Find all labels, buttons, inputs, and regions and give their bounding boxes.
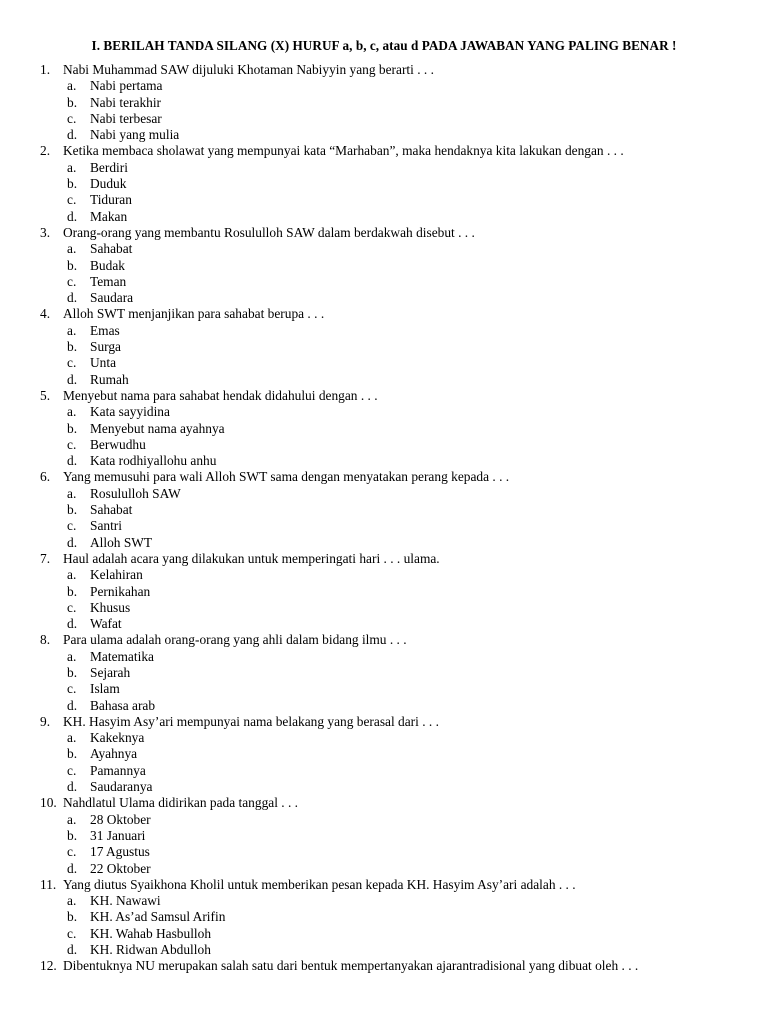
option-letter: a.	[67, 485, 77, 501]
option-letter: d.	[67, 616, 78, 632]
option-letter: d.	[67, 697, 78, 713]
option-letter: b.	[67, 502, 78, 518]
option-text: Berwudhu	[90, 436, 146, 452]
question-line	[0, 632, 768, 648]
question-text: Orang-orang yang membantu Rosululloh SAW dalam berdakwah disebut . . .	[63, 224, 475, 240]
answer-option	[0, 95, 768, 111]
answer-option	[0, 926, 768, 942]
option-text: Nabi pertama	[90, 78, 163, 94]
answer-option	[0, 241, 768, 257]
option-letter: c.	[67, 681, 77, 697]
option-text: Kata sayyidina	[90, 404, 170, 420]
question-line	[0, 551, 768, 567]
option-letter: c.	[67, 192, 77, 208]
option-letter: b.	[67, 94, 78, 110]
option-letter: b.	[67, 257, 78, 273]
option-text: Nabi yang mulia	[90, 127, 180, 143]
answer-option	[0, 274, 768, 290]
question-line	[0, 469, 768, 485]
answer-option	[0, 258, 768, 274]
option-letter: b.	[67, 827, 78, 843]
option-text: Nabi terakhir	[90, 94, 162, 110]
option-letter: b.	[67, 420, 78, 436]
option-text: Saudaranya	[90, 779, 153, 795]
answer-option	[0, 828, 768, 844]
option-text: Alloh SWT	[90, 534, 153, 550]
option-letter: d.	[67, 290, 78, 306]
answer-option	[0, 518, 768, 534]
option-text: Sejarah	[90, 664, 131, 680]
option-letter: d.	[67, 208, 78, 224]
option-letter: c.	[67, 844, 77, 860]
option-text: KH. As’ad Samsul Arifin	[90, 909, 226, 925]
answer-option	[0, 209, 768, 225]
option-letter: b.	[67, 583, 78, 599]
option-text: Santri	[90, 518, 122, 534]
question-number: 5.	[40, 387, 51, 403]
option-letter: c.	[67, 110, 77, 126]
answer-option	[0, 567, 768, 583]
option-text: Unta	[90, 355, 117, 371]
option-text: Kata rodhiyallohu anhu	[90, 453, 217, 469]
option-letter: a.	[67, 730, 77, 746]
question-line	[0, 958, 768, 974]
question-text: Nahdlatul Ulama didirikan pada tanggal . . .	[63, 795, 299, 811]
question-number: 10.	[40, 795, 57, 811]
option-letter: b.	[67, 176, 78, 192]
answer-option	[0, 535, 768, 551]
answer-option	[0, 176, 768, 192]
answer-option	[0, 616, 768, 632]
answer-option	[0, 600, 768, 616]
option-letter: b.	[67, 664, 78, 680]
option-letter: c.	[67, 599, 77, 615]
answer-option	[0, 649, 768, 665]
option-text: Berdiri	[90, 159, 128, 175]
option-letter: a.	[67, 811, 77, 827]
question-text: Yang diutus Syaikhona Kholil untuk memberikan pesan kepada KH. Hasyim Asy’ari adalah . . .	[63, 876, 576, 892]
option-text: KH. Wahab Hasbulloh	[90, 925, 212, 941]
answer-option	[0, 404, 768, 420]
question-line	[0, 877, 768, 893]
question-number: 1.	[40, 62, 51, 77]
answer-option	[0, 192, 768, 208]
option-letter: c.	[67, 273, 77, 289]
question-number: 12.	[40, 958, 57, 974]
answer-option	[0, 942, 768, 958]
answer-option	[0, 339, 768, 355]
question-number: 3.	[40, 224, 51, 240]
option-letter: d.	[67, 371, 78, 387]
question-number: 2.	[40, 143, 51, 159]
option-letter: c.	[67, 518, 77, 534]
option-text: Nabi terbesar	[90, 110, 162, 126]
option-text: Pernikahan	[90, 583, 151, 599]
answer-option	[0, 323, 768, 339]
question-list	[0, 62, 768, 975]
option-text: Sahabat	[90, 241, 133, 257]
option-letter: d.	[67, 127, 78, 143]
answer-option	[0, 372, 768, 388]
option-text: Khusus	[90, 599, 131, 615]
option-letter: a.	[67, 893, 77, 909]
option-text: Makan	[90, 208, 128, 224]
answer-option	[0, 486, 768, 502]
answer-option	[0, 665, 768, 681]
question-item	[0, 388, 768, 469]
option-text: Budak	[90, 257, 125, 273]
option-letter: b.	[67, 746, 78, 762]
question-line	[0, 143, 768, 159]
answer-option	[0, 290, 768, 306]
instruction-heading: I. BERILAH TANDA SILANG (X) HURUF a, b, c, atau d PADA JAWABAN YANG PALING BENAR !	[91, 38, 677, 53]
answer-option	[0, 681, 768, 697]
question-item	[0, 551, 768, 632]
question-item	[0, 143, 768, 224]
option-text: Islam	[90, 681, 120, 697]
option-letter: d.	[67, 942, 78, 958]
answer-option	[0, 861, 768, 877]
option-letter: a.	[67, 648, 77, 664]
question-item	[0, 877, 768, 958]
option-text: Kakeknya	[90, 730, 145, 746]
option-letter: c.	[67, 355, 77, 371]
question-item	[0, 225, 768, 306]
question-line	[0, 795, 768, 811]
option-letter: b.	[67, 339, 78, 355]
answer-option	[0, 763, 768, 779]
question-number: 7.	[40, 550, 51, 566]
option-letter: a.	[67, 159, 77, 175]
option-letter: c.	[67, 762, 77, 778]
answer-option	[0, 584, 768, 600]
question-text: Alloh SWT menjanjikan para sahabat berupa . . .	[63, 306, 325, 322]
question-line	[0, 225, 768, 241]
answer-option	[0, 421, 768, 437]
option-letter: a.	[67, 322, 77, 338]
question-line	[0, 714, 768, 730]
answer-option	[0, 437, 768, 453]
option-text: Kelahiran	[90, 567, 143, 583]
option-text: Pamannya	[90, 762, 146, 778]
option-text: 31 Januari	[90, 827, 146, 843]
answer-option	[0, 909, 768, 925]
option-text: Rumah	[90, 371, 129, 387]
option-text: 22 Oktober	[90, 860, 151, 876]
option-letter: d.	[67, 534, 78, 550]
question-text: Ketika membaca sholawat yang mempunyai kata “Marhaban”, maka hendaknya kita lakukan dengan . . .	[63, 143, 624, 159]
answer-option	[0, 730, 768, 746]
question-number: 6.	[40, 469, 51, 485]
option-letter: a.	[67, 404, 77, 420]
question-text: Haul adalah acara yang dilakukan untuk memperingati hari . . . ulama.	[63, 550, 440, 566]
answer-option	[0, 502, 768, 518]
answer-option	[0, 698, 768, 714]
option-letter: d.	[67, 860, 78, 876]
question-line	[0, 62, 768, 78]
answer-option	[0, 453, 768, 469]
option-text: Wafat	[90, 616, 122, 632]
question-text: Para ulama adalah orang-orang yang ahli dalam bidang ilmu . . .	[63, 632, 407, 648]
question-line	[0, 306, 768, 322]
answer-option	[0, 78, 768, 94]
option-text: Duduk	[90, 176, 127, 192]
option-letter: c.	[67, 925, 77, 941]
option-text: Emas	[90, 322, 120, 338]
option-text: Menyebut nama ayahnya	[90, 420, 225, 436]
question-text: Menyebut nama para sahabat hendak didahului dengan . . .	[63, 387, 378, 403]
question-item	[0, 632, 768, 713]
answer-option	[0, 746, 768, 762]
answer-option	[0, 111, 768, 127]
option-letter: d.	[67, 779, 78, 795]
question-item	[0, 958, 768, 974]
option-text: Sahabat	[90, 502, 133, 518]
question-text: Dibentuknya NU merupakan salah satu dari bentuk mempertanyakan ajarantradisional yang dibuat oleh . . .	[63, 958, 639, 974]
question-item	[0, 306, 768, 387]
answer-option	[0, 779, 768, 795]
option-letter: b.	[67, 909, 78, 925]
option-text: Ayahnya	[90, 746, 138, 762]
question-line	[0, 388, 768, 404]
question-number: 8.	[40, 632, 51, 648]
option-text: 17 Agustus	[90, 844, 150, 860]
question-number: 4.	[40, 306, 51, 322]
question-item	[0, 795, 768, 876]
question-item	[0, 714, 768, 795]
option-text: 28 Oktober	[90, 811, 151, 827]
option-text: Tiduran	[90, 192, 132, 208]
option-text: Bahasa arab	[90, 697, 156, 713]
answer-option	[0, 160, 768, 176]
option-letter: d.	[67, 453, 78, 469]
option-text: Matematika	[90, 648, 154, 664]
question-item	[0, 62, 768, 143]
option-letter: a.	[67, 78, 77, 94]
option-text: Teman	[90, 273, 127, 289]
option-text: KH. Ridwan Abdulloh	[90, 942, 211, 958]
answer-option	[0, 355, 768, 371]
answer-option	[0, 844, 768, 860]
question-text: Nabi Muhammad SAW dijuluki Khotaman Nabiyyin yang berarti . . .	[63, 62, 434, 77]
answer-option	[0, 127, 768, 143]
option-letter: a.	[67, 567, 77, 583]
question-number: 11.	[40, 876, 57, 892]
answer-option	[0, 812, 768, 828]
option-text: Surga	[90, 339, 121, 355]
answer-option	[0, 893, 768, 909]
option-letter: c.	[67, 436, 77, 452]
question-number: 9.	[40, 713, 51, 729]
question-item	[0, 469, 768, 550]
option-text: Saudara	[90, 290, 134, 306]
option-text: Rosululloh SAW	[90, 485, 181, 501]
option-letter: a.	[67, 241, 77, 257]
question-text: KH. Hasyim Asy’ari mempunyai nama belakang yang berasal dari . . .	[63, 713, 439, 729]
option-text: KH. Nawawi	[90, 893, 161, 909]
question-text: Yang memusuhi para wali Alloh SWT sama dengan menyatakan perang kepada . . .	[63, 469, 510, 485]
